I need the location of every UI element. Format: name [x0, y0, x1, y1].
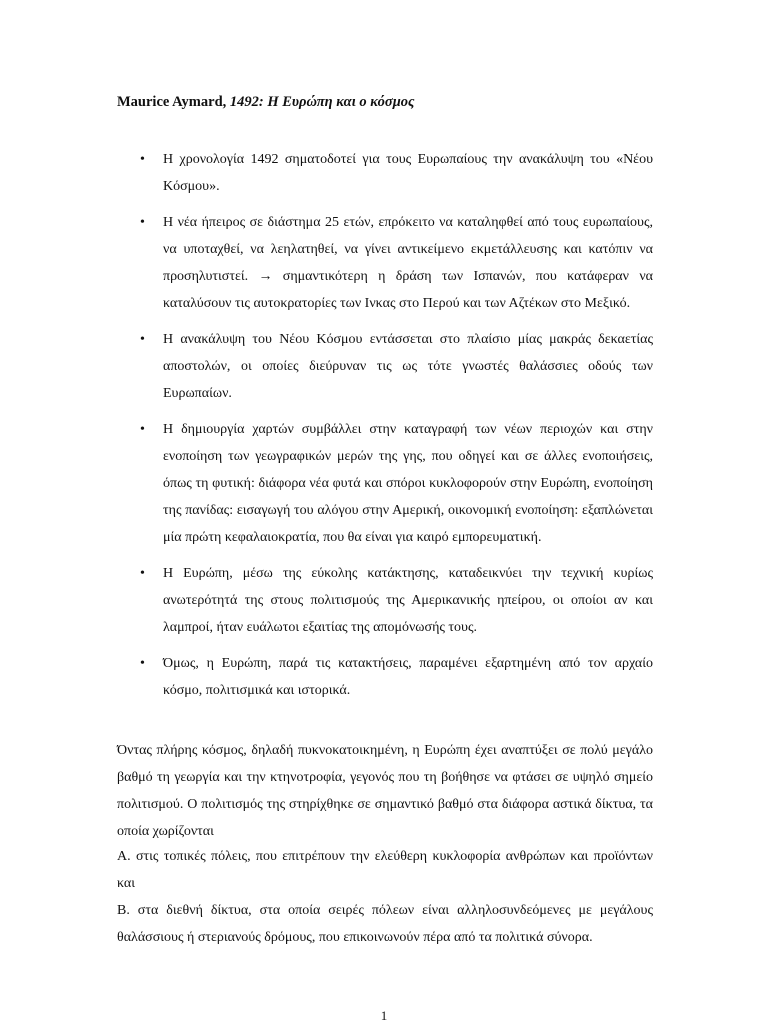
bullet-item: • Η χρονολογία 1492 σηματοδοτεί για τους Ευρωπαίους την ανακάλυψη του «Νέου Κόσμου».	[163, 146, 653, 200]
bullet-item: • Η νέα ήπειρος σε διάστημα 25 ετών, επρόκειτο να καταληφθεί από τους ευρωπαίους, να υποταχθεί, να λεηλατηθεί, να γίνει αντικείμενο εκμετάλλευσης και κατόπιν να προσηλυτιστεί. → σημαντικότερη η δράση των Ισπανών, που κατάφεραν να καταλύσουν τις αυτοκρατορίες των Ινκας στο Περού και των Αζτέκων στο Μεξικό.	[163, 209, 653, 317]
title-author: Maurice Aymard,	[117, 94, 227, 110]
bullet-item: • Η Ευρώπη, μέσω της εύκολης κατάκτησης, καταδεικνύει την τεχνική κυρίως ανωτερότητά της στους πολιτισμούς της Αμερικανικής ηπείρου, οι οποίοι αν και λαμπροί, ήταν ευάλωτοι εξαιτίας της απομόνωσής τους.	[163, 560, 653, 641]
bullet-item: • Η ανακάλυψη του Νέου Κόσμου εντάσσεται στο πλαίσιο μίας μακράς δεκαετίας αποστολών, οι οποίες διεύρυναν τις ως τότε γνωστές θαλάσσιες οδούς των Ευρωπαίων.	[163, 326, 653, 407]
bullet-list	[163, 146, 653, 713]
body-paragraph-a: Α. στις τοπικές πόλεις, που επιτρέπουν την ελεύθερη κυκλοφορία ανθρώπων και προϊόντων και	[117, 849, 653, 891]
bullet-item: • Όμως, η Ευρώπη, παρά τις κατακτήσεις, παραμένει εξαρτημένη από τον αρχαίο κόσμο, πολιτισμικά και ιστορικά.	[163, 650, 653, 704]
title-work: 1492: Η Ευρώπη και ο κόσμος	[229, 94, 415, 110]
body-paragraph-b: Β. στα διεθνή δίκτυα, στα οποία σειρές πόλεων είναι αλληλοσυνδεόμενες με μεγάλους θαλάσσιους ή στεριανούς δρόμους, που επικοινωνούν πέρα από τα πολιτικά σύνορα.	[117, 903, 653, 945]
bullet-item: • Η δημιουργία χαρτών συμβάλλει στην καταγραφή των νέων περιοχών και στην ενοποίηση των γεωγραφικών μερών της γης, που οδηγεί και σε άλλες ενοποιήσεις, όπως τη φυτική: διάφορα νέα φυτά και σπόροι κυκλοφορούν στην Ευρώπη, ενοποίηση της πανίδας: εισαγωγή του αλόγου στην Αμερική, οικονομική ενοποίηση: εξαπλώνεται μία πρώτη κεφαλαιοκρατία, που θα είναι για καιρό εμπορευματική.	[163, 416, 653, 551]
body-paragraph: Όντας πλήρης κόσμος, δηλαδή πυκνοκατοικημένη, η Ευρώπη έχει αναπτύξει σε πολύ μεγάλο βαθμό τη γεωργία και την κτηνοτροφία, γεγονός που τη βοήθησε να φτάσει σε υψηλό σημείο πολιτισμού. Ο πολιτισμός της στηρίχθηκε σε σημαντικό βαθμό στα διάφορα αστικά δίκτυα, τα οποία χωρίζονται	[117, 743, 653, 839]
document-title	[117, 94, 414, 111]
page-number: 1	[380, 1008, 388, 1023]
